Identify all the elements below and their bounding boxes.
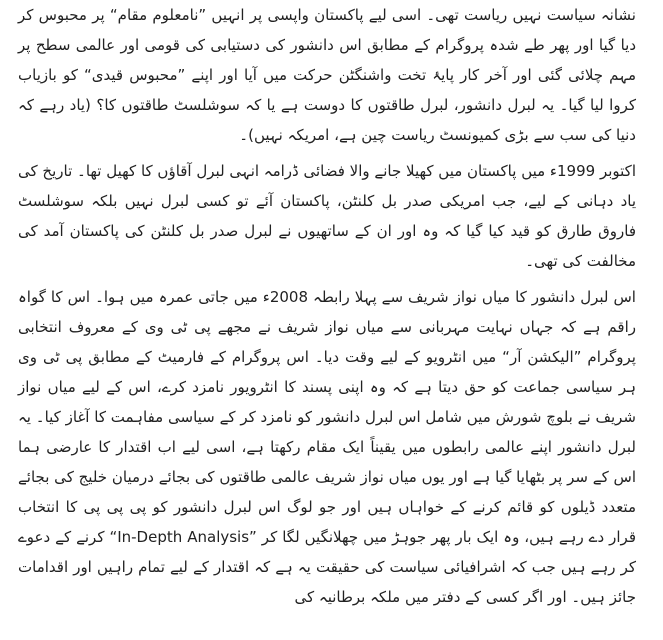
article-paragraph: اس لبرل دانشور کا میاں نواز شریف سے پہلا رابطہ 2008ء میں جاتی عمرہ میں ہوا۔ اس کا گواہ راقم ہے کہ جہاں نہایت مہربانی سے میاں نواز شریف نے مجھے پی ٹی وی کے معروف انتخابی پروگرام ”الیکشن آر“ میں انٹرویو کے لیے وقت دیا۔ اس پروگرام کے فارمیٹ کے مطابق پی ٹی وی ہر سیاسی جماعت کو حق دیتا ہے کہ وہ اپنی پسند کا انٹرویور نامزد کرے، اس کے لیے میاں نواز شریف نے بلوچ شورش میں شامل اس لبرل دانشور کو نامزد کر کے سیاسی مفاہمت کا آغاز کیا۔ یہ لبرل دانشور اپنے عالمی رابطوں میں یقیناً ایک مقام رکھتا ہے، اسی لیے اب اقتدار کا عارضی ہما اس کے سر پر بٹھایا گیا ہے اور یوں میاں نواز شریف عالمی طاقتوں کی بجائے درمیان خلیج کی بجائے متعدد ڈیلوں کو قائم کرنے کے خواہاں ہیں اور جو لوگ اس لبرل دانشور کو پی پی پی کا انتخاب قرار دے رہے ہیں، وہ ایک بار پھر جوہڑ میں چھلانگیں لگا کر ”In-Depth Analysis“ کرنے کے دعوے کر رہے ہیں جب کہ اشرافیائی سیاست کی حقیقت یہ ہے کہ اقتدار کے لیے تمام راہیں اور اقدامات جائز ہیں۔ اور اگر کسی کے دفتر میں ملکہ برطانیہ کی bbox=[18, 288, 636, 606]
article-body bbox=[18, 0, 636, 618]
article-paragraph: اکتوبر 1999ء میں پاکستان میں کھیلا جانے والا فضائی ڈرامہ انہی لبرل آقاؤں کا کھیل تھا۔ تاریخ کی یاد دہانی کے لیے، جب امریکی صدر بل کلنٹن، پاکستان آئے تو کسی لبرل نہیں بلکہ سوشلسٹ فاروق طارق کو قید کیا گیا کہ وہ اور ان کے ساتھیوں نے لبرل صدر بل کلنٹن کی پاکستان آمد کی مخالفت کی تھی۔ bbox=[18, 162, 636, 270]
article-paragraph: نشانہ سیاست نہیں ریاست تھی۔ اسی لیے پاکستان واپسی پر انہیں ”نامعلوم مقام“ پر محبوس کر دیا گیا اور پھر طے شدہ پروگرام کے مطابق اس دانشور کی دستیابی کی قومی اور عالمی سطح پر مہم چلائی گئی اور آخر کار پایۂ تخت واشنگٹن حرکت میں آیا اور اپنے ”محبوس قیدی“ کو بازیاب کروا لیا گیا۔ یہ لبرل دانشور، لبرل طاقتوں کا دوست ہے یا کہ سوشلسٹ طاقتوں کا؟ (یاد رہے کہ دنیا کی سب سے بڑی کمیونسٹ ریاست چین ہے، امریکہ نہیں)۔ bbox=[18, 6, 636, 144]
